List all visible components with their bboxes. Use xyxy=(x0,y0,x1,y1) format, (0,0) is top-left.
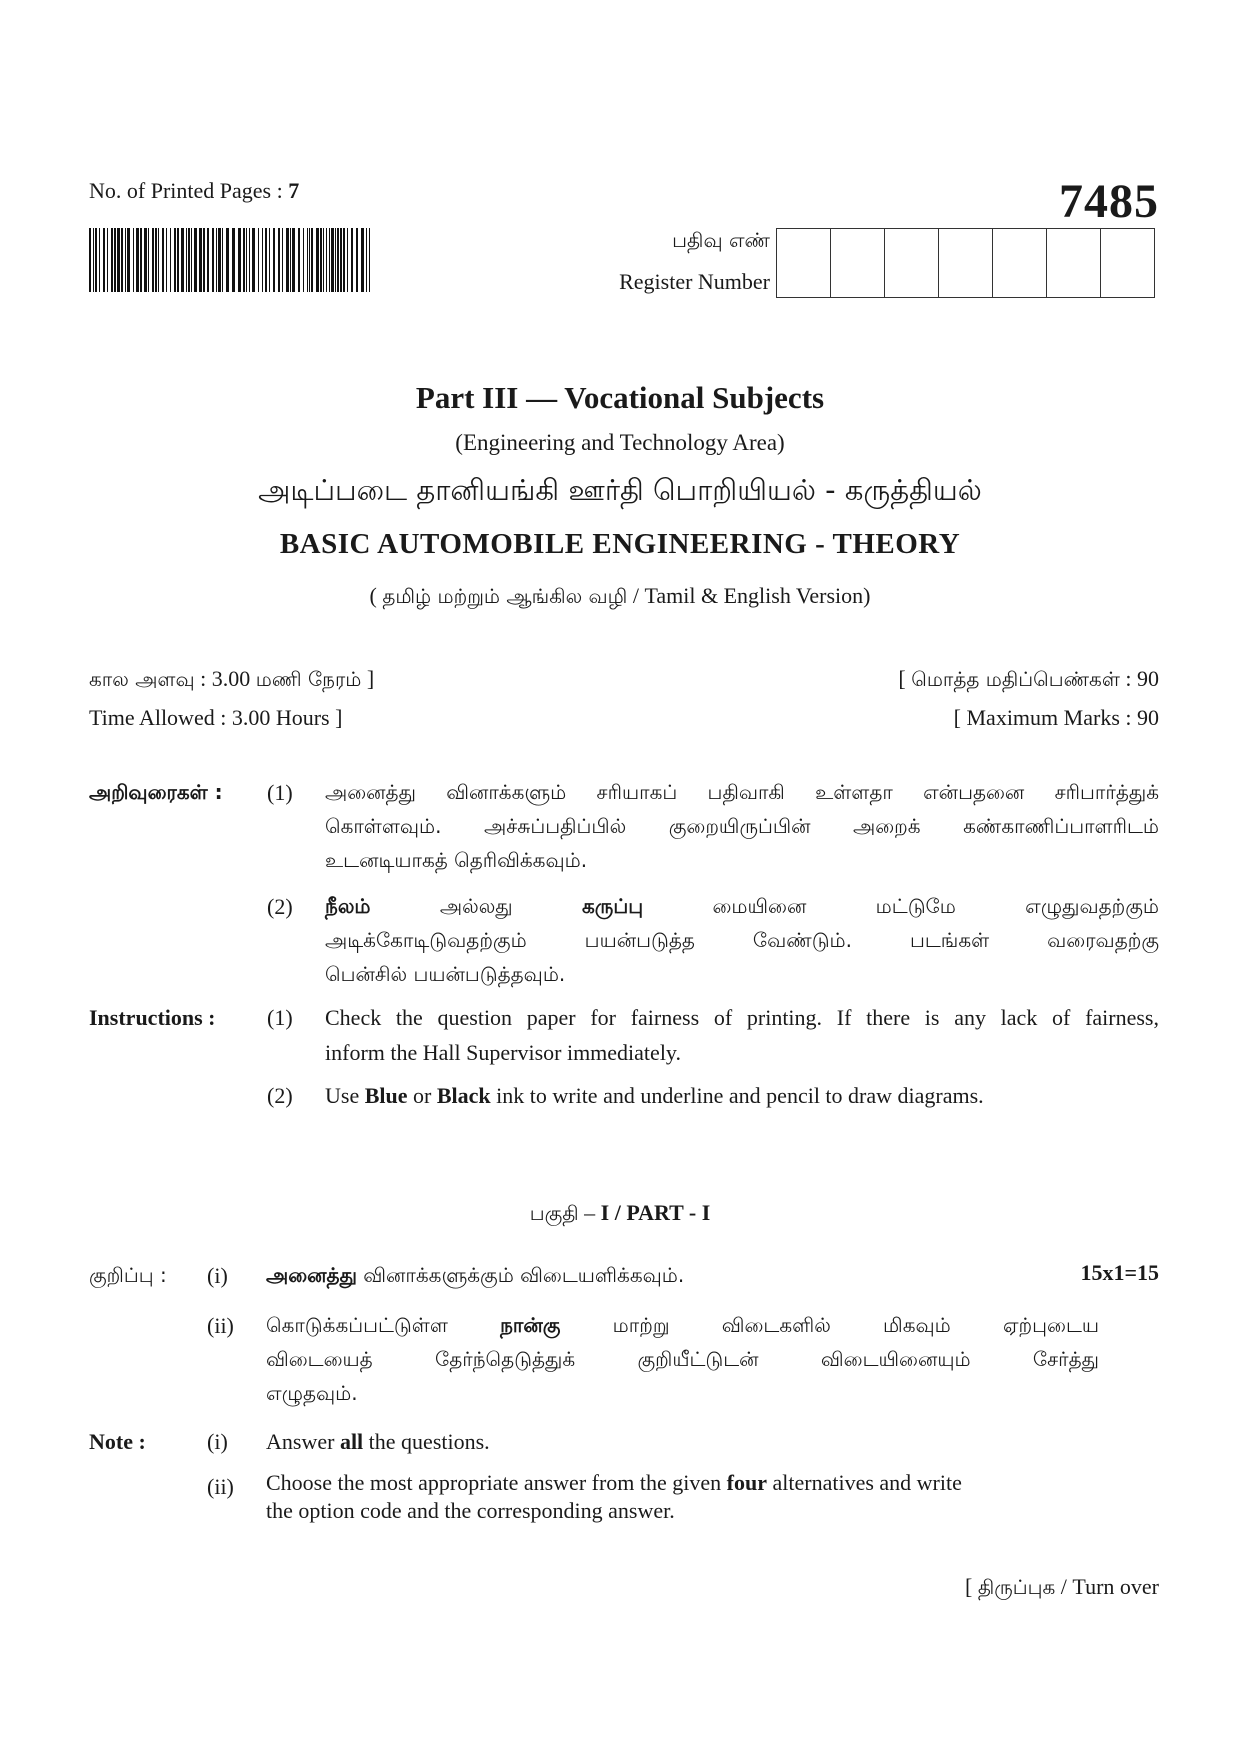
instruction-english-1: Check the question paper for fairness of printing. If there is any lack of fairness, inform the Hall Supervisor immediately. xyxy=(325,1005,1159,1065)
printed-pages: No. of Printed Pages : 7 xyxy=(89,178,300,203)
note-english-1: Answer all the questions. xyxy=(266,1429,490,1454)
instruction-english-2: Use Blue or Black ink to write and underline and pencil to draw diagrams. xyxy=(325,1083,984,1108)
instructions-english: Instructions : (1) Check the question paper for fairness of printing. If there is any lack of fairness, inform the Hall Supervisor immediately. (2) Use Blue or Black ink to write and underline and pencil to draw diagrams. xyxy=(89,1000,1159,1120)
note-english: Note : (i) Answer all the questions. (ii) Choose the most appropriate answer from the given four alternatives and write the option code and the corresponding answer. xyxy=(89,1424,1159,1534)
part-title: Part III — Vocational Subjects xyxy=(415,380,825,415)
paper-code: 7485 xyxy=(1059,175,1159,228)
instruction-tamil-2: நீலம் அல்லது கருப்பு மையினை மட்டுமே எழுதுவதற்கும் அடிக்கோடிடுவதற்கும் பயன்படுத்த வேண்டும். படங்கள் வரைவதற்கு பென்சில் பயன்படுத்தவும். xyxy=(325,894,1160,986)
max-marks-tamil: [ மொத்த மதிப்பெண்கள் : 90 xyxy=(898,666,1159,691)
instructions-label-english: Instructions : xyxy=(89,1005,216,1030)
area-subtitle: (Engineering and Technology Area) xyxy=(455,430,785,455)
turn-over: [ திருப்புக / Turn over xyxy=(964,1574,1159,1599)
max-marks-english: [ Maximum Marks : 90 xyxy=(953,705,1159,730)
note-tamil: குறிப்பு : (i) அனைத்து வினாக்களுக்கும் விடையளிக்கவும். (ii) கொடுக்கப்பட்டுள்ள நான்கு மாற்று விடைகளில் மிகவும் ஏற்புடைய விடையைத் தேர்ந்தெடுத்துக் குறியீட்டுடன் விடையினையும் சேர்த்து எழுதவும். xyxy=(89,1258,1159,1418)
register-label-english: Register Number xyxy=(619,269,770,294)
instruction-tamil-1: அனைத்து வினாக்களும் சரியாகப் பதிவாகி உள்ளதா என்பதனை சரிபார்த்துக் கொள்ளவும். அச்சுப்பதிப்பில் குறையிருப்பின் அறைக் கண்காணிப்பாளரிடம் உடனடியாகத் தெரிவிக்கவும். xyxy=(325,780,1159,872)
note-english-2: Choose the most appropriate answer from the given four alternatives and write the option code and the corresponding answer. xyxy=(266,1470,962,1523)
barcode xyxy=(89,228,371,292)
section-heading: பகுதி – I / PART - I xyxy=(529,1200,711,1225)
section-marks: 15x1=15 xyxy=(1080,1260,1159,1285)
register-box[interactable] xyxy=(1047,229,1101,297)
version-line: ( தமிழ் மற்றும் ஆங்கில வழி / Tamil & English Version) xyxy=(369,583,871,608)
register-box[interactable] xyxy=(939,229,993,297)
note-tamil-2: கொடுக்கப்பட்டுள்ள நான்கு மாற்று விடைகளில் மிகவும் ஏற்புடைய விடையைத் தேர்ந்தெடுத்துக் குறியீட்டுடன் விடையினையும் சேர்த்து எழுதவும். xyxy=(266,1313,1100,1405)
subject-title-english: BASIC AUTOMOBILE ENGINEERING - THEORY xyxy=(279,528,961,560)
register-label-tamil: பதிவு எண் xyxy=(672,228,770,252)
register-box[interactable] xyxy=(831,229,885,297)
subject-title-tamil: அடிப்படை தானியங்கி ஊர்தி பொறியியல் - கருத்தியல் xyxy=(258,473,982,507)
instructions-label-tamil: அறிவுரைகள் : xyxy=(89,780,223,804)
time-allowed-tamil: கால அளவு : 3.00 மணி நேரம் ] xyxy=(89,666,375,691)
register-number-boxes[interactable] xyxy=(776,228,1155,298)
instructions-tamil: அறிவுரைகள் : (1) அனைத்து வினாக்களும் சரியாகப் பதிவாகி உள்ளதா என்பதனை சரிபார்த்துக் கொள்ளவும். அச்சுப்பதிப்பில் குறையிருப்பின் அறைக் கண்காணிப்பாளரிடம் உடனடியாகத் தெரிவிக்கவும். (2) நீலம் அல்லது கருப்பு மையினை மட்டுமே எழுதுவதற்கும் அடிக்கோடிடுவதற்கும் பயன்படுத்த வேண்டும். படங்கள் வரைவதற்கு பென்சில் பயன்படுத்தவும். xyxy=(89,775,1159,995)
register-box[interactable] xyxy=(1101,229,1154,297)
note-tamil-1: அனைத்து வினாக்களுக்கும் விடையளிக்கவும். xyxy=(266,1263,685,1287)
register-box[interactable] xyxy=(993,229,1047,297)
register-box[interactable] xyxy=(777,229,831,297)
note-label-english: Note : xyxy=(89,1429,146,1454)
time-allowed-english: Time Allowed : 3.00 Hours ] xyxy=(89,705,343,730)
register-box[interactable] xyxy=(885,229,939,297)
note-label-tamil: குறிப்பு : xyxy=(89,1263,167,1287)
